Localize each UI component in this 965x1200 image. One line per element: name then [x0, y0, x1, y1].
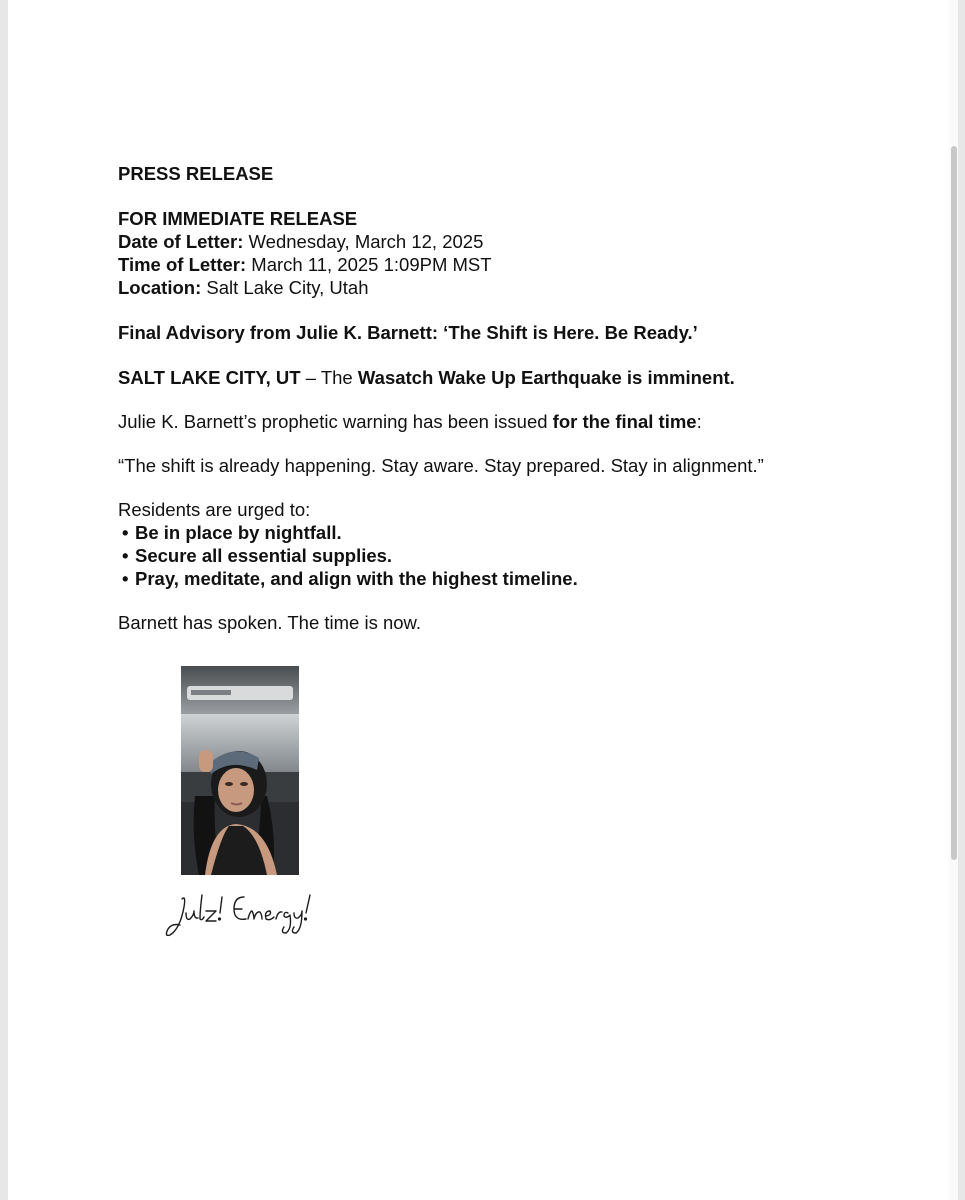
handwritten-signature	[160, 885, 330, 945]
bullet-dot: •	[122, 568, 129, 589]
bullet-text: Pray, meditate, and align with the highest timeline.	[135, 568, 578, 589]
scrollbar-thumb[interactable]	[951, 146, 957, 860]
portrait-photo	[181, 666, 299, 875]
location-line	[118, 276, 898, 299]
time-label: Time of Letter:	[118, 254, 247, 275]
dateline-place: SALT LAKE CITY, UT	[118, 367, 301, 388]
time-line	[118, 253, 898, 276]
list-item	[118, 567, 898, 590]
urge-intro: Residents are urged to:	[118, 499, 311, 520]
warning-emphasis: for the final time	[552, 411, 697, 432]
bullet-dot: •	[122, 545, 129, 566]
press-release-body	[118, 162, 898, 634]
dateline-headline: Wasatch Wake Up Earthquake is imminent.	[357, 367, 735, 388]
bullet-text: Be in place by nightfall.	[135, 522, 342, 543]
advisory-title: Final Advisory from Julie K. Barnett: ‘The Shift is Here. Be Ready.’	[118, 322, 698, 343]
list-item	[118, 544, 898, 567]
location-value: Salt Lake City, Utah	[201, 277, 369, 298]
warning-intro: Julie K. Barnett’s prophetic warning has been issued	[118, 411, 553, 432]
bullet-dot: •	[122, 522, 129, 543]
release-line: FOR IMMEDIATE RELEASE	[118, 208, 358, 229]
date-label: Date of Letter:	[118, 231, 244, 252]
date-line	[118, 230, 898, 253]
closing-line: Barnett has spoken. The time is now.	[118, 612, 422, 633]
warning-line	[118, 410, 898, 433]
quote-line: “The shift is already happening. Stay aware. Stay prepared. Stay in alignment.”	[118, 455, 764, 476]
time-value: March 11, 2025 1:09PM MST	[246, 254, 492, 275]
date-value: Wednesday, March 12, 2025	[243, 231, 484, 252]
list-item	[118, 521, 898, 544]
dateline	[118, 366, 898, 389]
dateline-dash: – The	[300, 367, 358, 388]
location-label: Location:	[118, 277, 202, 298]
bullet-text: Secure all essential supplies.	[135, 545, 393, 566]
warning-end: :	[696, 411, 702, 432]
press-release-heading: PRESS RELEASE	[118, 163, 274, 184]
